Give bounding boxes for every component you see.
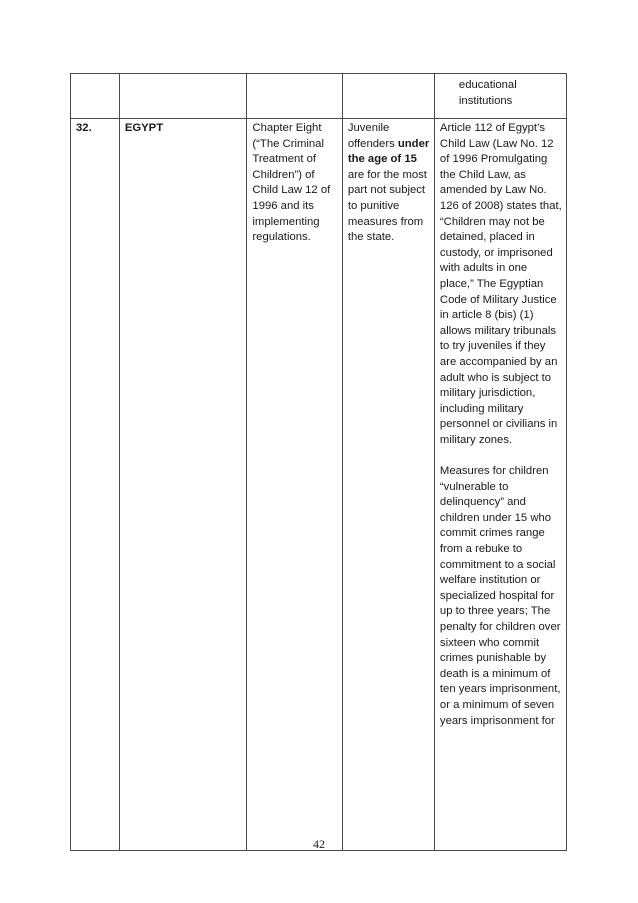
cell-country bbox=[119, 119, 247, 851]
cell-country-empty bbox=[119, 74, 247, 119]
cell-age-empty bbox=[342, 74, 434, 119]
page-number: 42 bbox=[313, 837, 325, 851]
cell-number bbox=[71, 119, 120, 851]
age-text-bold: under the age of 15 bbox=[347, 137, 430, 166]
details-paragraph-1: Article 112 of Egypt’s Child Law (Law No. 12 of 1996 Promulgating the Child Law, as amended by Law No. 126 of 2008) states that, “Children may not be detained, placed in custody, or imprisoned with adults in one place,” The Egyptian Code of Military Justice in article 8 (bis) (1) allows military tribunals to try juveniles if they are accompanied by an adult who is subject to military jurisdiction, including military personnel or civilians in military zones. bbox=[439, 122, 562, 446]
cell-number-empty bbox=[71, 74, 120, 119]
cell-law-empty bbox=[247, 74, 342, 119]
row-number: 32. bbox=[76, 122, 92, 134]
cell-details-continuation bbox=[434, 74, 566, 119]
table-row-continuation bbox=[71, 74, 567, 119]
cell-details bbox=[434, 119, 566, 851]
law-text: Chapter Eight (“The Criminal Treatment of Children”) of Child Law 12 of 1996 and its implementing regulations. bbox=[252, 122, 331, 244]
cell-age bbox=[342, 119, 434, 851]
legal-table bbox=[70, 73, 567, 851]
cell-law bbox=[247, 119, 342, 851]
age-text-post: are for the most part not subject to punitive measures from the state. bbox=[347, 168, 427, 244]
country-name: EGYPT bbox=[124, 122, 164, 134]
details-paragraph-2: Measures for children “vulnerable to delinquency” and children under 15 who commit crimes range from a rebuke to commitment to a social welfare institution or specialized hospital for up to three years; The penalty for children over sixteen who commit crimes punishable by death is a minimum of ten years imprisonment, or a minimum of seven years imprisonment for bbox=[439, 465, 561, 727]
age-text-pre: Juvenile offenders bbox=[347, 122, 398, 150]
table-row-egypt bbox=[71, 119, 567, 851]
details-continuation-text: educational institutions bbox=[458, 79, 517, 107]
